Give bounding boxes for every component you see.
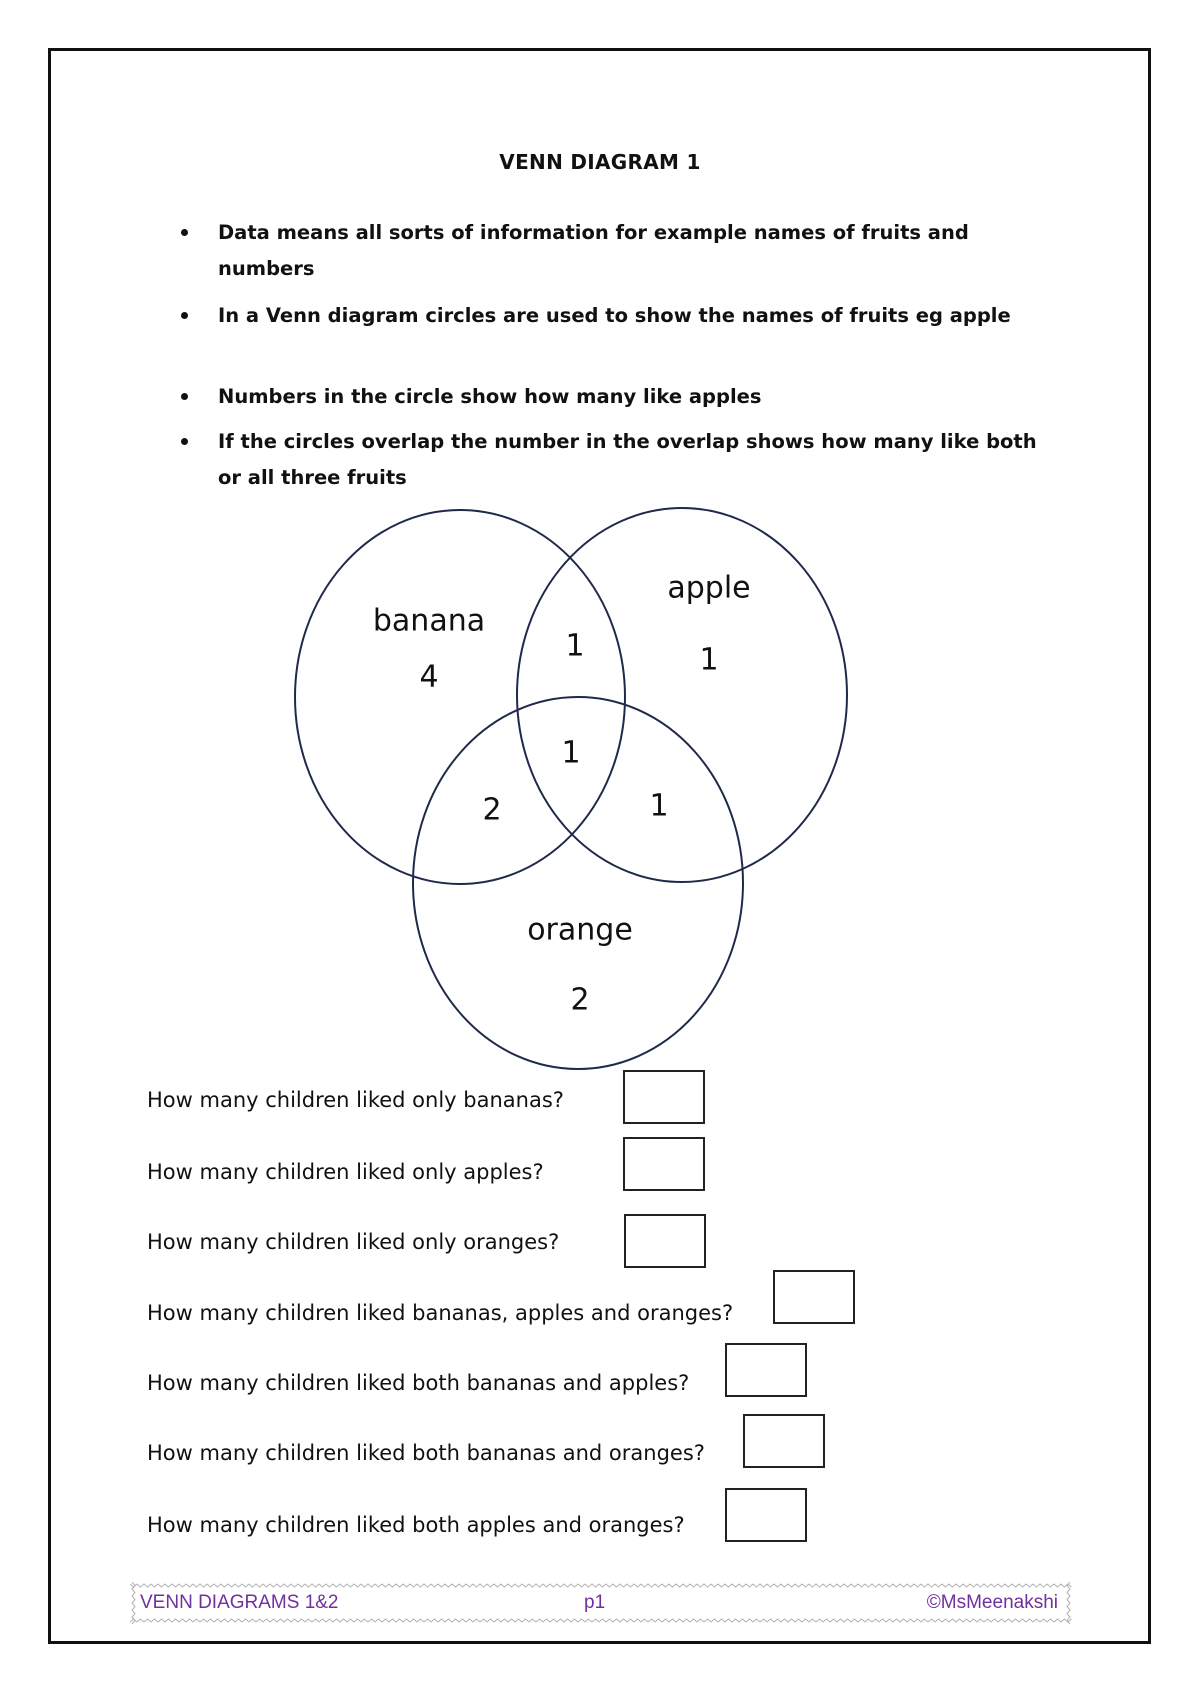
bullet-icon	[181, 312, 188, 319]
bullet-icon	[181, 229, 188, 236]
instruction-item	[218, 215, 1038, 287]
orange-only-count: 2	[570, 982, 590, 1018]
bullet-icon	[181, 438, 188, 445]
footer-title: VENN DIAGRAMS 1&2	[140, 1592, 339, 1613]
zigzag-segment	[130, 1619, 1072, 1622]
banana-label: banana	[372, 603, 486, 639]
instruction-text: Data means all sorts of information for example names of fruits and numbers	[218, 221, 969, 280]
answer-box-bananas-apples[interactable]	[725, 1343, 807, 1397]
question-only-bananas: How many children liked only bananas?	[147, 1088, 564, 1112]
question-bananas-apples: How many children liked both bananas and apples?	[147, 1371, 690, 1395]
worksheet-title: VENN DIAGRAM 1	[499, 150, 701, 174]
instruction-text: If the circles overlap the number in the overlap shows how many like both or all three fruits	[218, 430, 1037, 489]
instruction-text: Numbers in the circle show how many like apples	[218, 385, 762, 408]
bullet-icon	[181, 393, 188, 400]
instruction-item	[218, 298, 1038, 334]
question-apples-oranges: How many children liked both apples and oranges?	[147, 1513, 685, 1537]
instruction-text: In a Venn diagram circles are used to show the names of fruits eg apple	[218, 304, 1011, 327]
answer-box-apples-oranges[interactable]	[725, 1488, 807, 1542]
zigzag-segment	[130, 1584, 1072, 1587]
orange-label: orange	[527, 912, 633, 948]
all-three-count: 1	[561, 735, 581, 771]
instruction-item	[218, 379, 1038, 415]
banana-apple-count: 1	[565, 628, 585, 664]
answer-box-bananas-oranges[interactable]	[743, 1414, 825, 1468]
footer-copyright: ©MsMeenakshi	[926, 1592, 1058, 1613]
question-only-apples: How many children liked only apples?	[147, 1160, 544, 1184]
answer-box-only-oranges[interactable]	[624, 1214, 706, 1268]
zigzag-segment	[132, 1582, 135, 1624]
apple-label: apple	[667, 570, 751, 606]
question-only-oranges: How many children liked only oranges?	[147, 1230, 560, 1254]
answer-box-only-bananas[interactable]	[623, 1070, 705, 1124]
banana-only-count: 4	[419, 659, 439, 695]
answer-box-all-three[interactable]	[773, 1270, 855, 1324]
zigzag-segment	[1067, 1582, 1070, 1624]
instruction-item	[218, 424, 1038, 496]
question-all-three: How many children liked bananas, apples and oranges?	[147, 1301, 734, 1325]
question-bananas-oranges: How many children liked both bananas and oranges?	[147, 1441, 705, 1465]
footer-page-number: p1	[584, 1592, 606, 1613]
banana-orange-count: 2	[482, 792, 502, 828]
answer-box-only-apples[interactable]	[623, 1137, 705, 1191]
orange-circle	[413, 697, 743, 1069]
apple-orange-count: 1	[649, 788, 669, 824]
page-footer	[130, 1582, 1072, 1624]
apple-only-count: 1	[699, 642, 719, 678]
